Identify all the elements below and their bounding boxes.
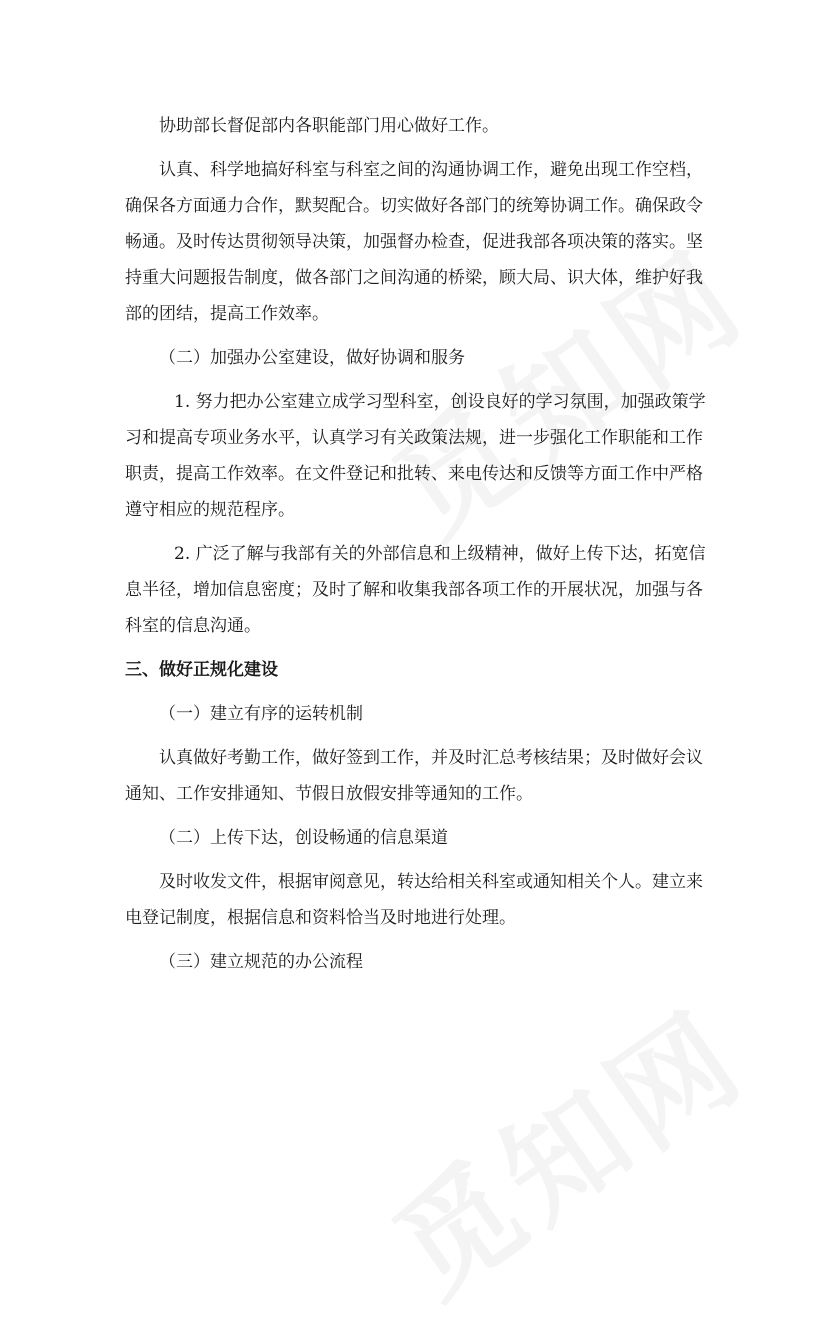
paragraph-line: 科室的信息沟通。 <box>125 616 261 636</box>
document-body <box>125 108 715 980</box>
paragraph-line: 部的团结，提高工作效率。 <box>125 304 329 324</box>
section-subheading <box>125 696 715 732</box>
paragraph-line: 持重大问题报告制度，做各部门之间沟通的桥梁，顾大局、识大体，维护好我 <box>125 268 703 288</box>
paragraph-line: （一）建立有序的运转机制 <box>159 704 363 724</box>
paragraph-line: 1. 努力把办公室建立成学习型科室，创设良好的学习氛围，加强政策学 <box>174 392 706 412</box>
paragraph-line: 认真、科学地搞好科室与科室之间的沟通协调工作，避免出现工作空档， <box>159 160 703 180</box>
paragraph-line: 2. 广泛了解与我部有关的外部信息和上级精神，做好上传下达，拓宽信 <box>174 544 706 564</box>
paragraph-line: 电登记制度，根据信息和资料恰当及时地进行处理。 <box>125 908 516 928</box>
paragraph-line: 息半径，增加信息密度；及时了解和收集我部各项工作的开展状况，加强与各 <box>125 580 703 600</box>
section-subheading <box>125 944 715 980</box>
paragraph-line: 通知、工作安排通知、节假日放假安排等通知的工作。 <box>125 784 533 804</box>
paragraph <box>125 152 715 332</box>
paragraph-line: 确保各方面通力合作，默契配合。切实做好各部门的统筹协调工作。确保政令 <box>125 196 703 216</box>
paragraph <box>125 864 715 936</box>
paragraph-line: 及时收发文件，根据审阅意见，转达给相关科室或通知相关个人。建立来 <box>159 872 703 892</box>
paragraph-line: 习和提高专项业务水平，认真学习有关政策法规，进一步强化工作职能和工作 <box>125 428 703 448</box>
numbered-item <box>125 536 715 644</box>
paragraph-line: （二）上传下达，创设畅通的信息渠道 <box>159 828 448 848</box>
paragraph-line: 三、做好正规化建设 <box>125 660 278 680</box>
section-subheading <box>125 340 715 376</box>
paragraph-line: 遵守相应的规范程序。 <box>125 500 295 520</box>
paragraph-line: 畅通。及时传达贯彻领导决策，加强督办检查，促进我部各项决策的落实。坚 <box>125 232 703 252</box>
paragraph-line: （三）建立规范的办公流程 <box>159 952 363 972</box>
section-heading <box>125 652 715 688</box>
paragraph <box>125 740 715 812</box>
numbered-item <box>125 384 715 528</box>
paragraph-line: 协助部长督促部内各职能部门用心做好工作。 <box>159 116 499 136</box>
paragraph-line: （二）加强办公室建设，做好协调和服务 <box>159 348 465 368</box>
paragraph-line: 认真做好考勤工作，做好签到工作，并及时汇总考核结果；及时做好会议 <box>159 748 703 768</box>
paragraph-line: 职责，提高工作效率。在文件登记和批转、来电传达和反馈等方面工作中严格 <box>125 464 703 484</box>
section-subheading <box>125 820 715 856</box>
paragraph <box>125 108 715 144</box>
watermark <box>356 964 774 1328</box>
